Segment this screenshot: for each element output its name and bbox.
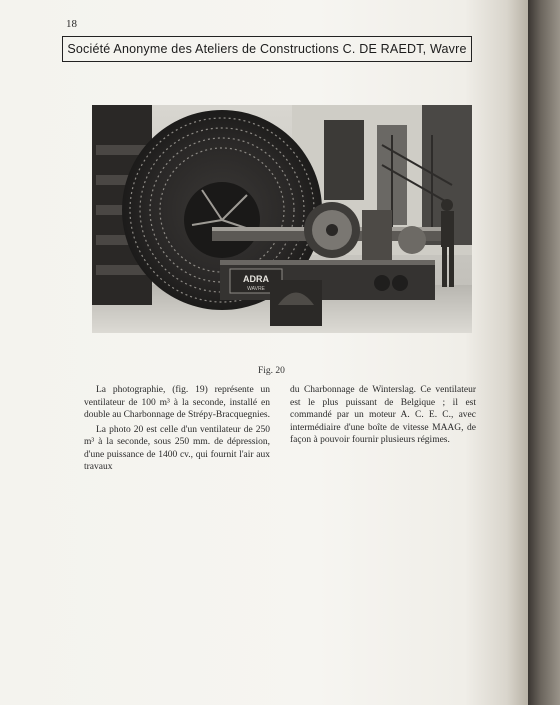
nameplate-brand: ADRA: [243, 274, 269, 284]
page-header-box: [62, 36, 472, 62]
paragraph-winterslag: du Charbonnage de Winterslag. Ce ventilateur est le plus puissant de Belgique ; il est commandé par un moteur A. C. E. C., avec intermédiaire d'une boîte de vitesse MAAG, de façon à pouvoir fournir plusieurs régimes.: [290, 385, 476, 445]
paragraph-fig20: La photo 20 est celle d'un ventilateur de 250 m³ à la seconde, sous 250 mm. de dépression, d'une puissance de 1400 cv., qui fournit l'air aux travaux: [84, 424, 270, 472]
paragraph-fig19: La photographie, (fig. 19) représente un ventilateur de 100 m³ à la seconde, installé en double au Charbonnage de Strépy-Bracquegnies.: [84, 385, 270, 420]
page-header-title: Société Anonyme des Ateliers de Constructions C. DE RAEDT, Wavre: [67, 42, 467, 56]
book-spine-shadow: [528, 0, 560, 705]
text-column-right: [290, 384, 476, 447]
nameplate-sub: WAVRE: [247, 286, 265, 292]
page-number: 18: [66, 18, 77, 30]
figure-caption: Fig. 20: [258, 366, 285, 376]
ventilator-photograph: [92, 105, 472, 333]
text-column-left: [84, 384, 270, 474]
